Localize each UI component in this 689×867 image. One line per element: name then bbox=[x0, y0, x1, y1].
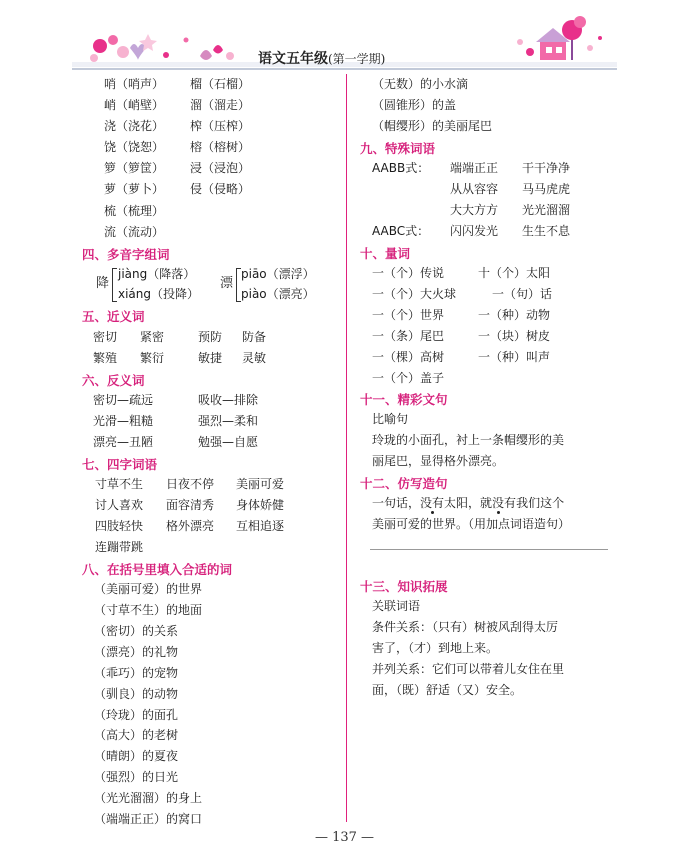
list-item: 连蹦带跳 bbox=[95, 540, 144, 554]
list-item: 一（个）世界 bbox=[372, 308, 445, 322]
paragraph-line: 玲珑的小面孔，衬上一条帽缨形的美 bbox=[372, 433, 565, 447]
list-item: 浸（浸泡） bbox=[190, 161, 251, 175]
house-tree-icon bbox=[517, 16, 602, 60]
list-item: （寸草不生）的地面 bbox=[94, 603, 203, 617]
paragraph-line: 丽尾巴，显得格外漂亮。 bbox=[372, 454, 505, 468]
paragraph-line: 条件关系：（只有）树被风刮得太厉 bbox=[372, 620, 559, 634]
list-item: 灵敏 bbox=[242, 351, 267, 365]
section-heading-7: 七、四字词语 bbox=[82, 457, 158, 472]
page-number: — 137 — bbox=[314, 830, 375, 845]
list-item: 大大方方 bbox=[450, 203, 499, 217]
list-item: 侵（侵略） bbox=[190, 182, 251, 196]
list-item: （高大）的老树 bbox=[94, 728, 179, 742]
list-item: 端端正正 bbox=[450, 161, 499, 175]
list-item: 日夜不停 bbox=[166, 477, 215, 491]
column-divider bbox=[346, 74, 347, 822]
list-item: AABB式： bbox=[372, 161, 430, 175]
page-header bbox=[0, 0, 689, 78]
list-item: 吸收—排除 bbox=[198, 393, 259, 407]
list-item: 预防 bbox=[198, 330, 223, 344]
list-item: 榨（压榨） bbox=[190, 119, 251, 133]
list-item: 繁殖 bbox=[93, 351, 118, 365]
list-item: 马马虎虎 bbox=[522, 182, 571, 196]
list-item: 一（个）盖子 bbox=[372, 371, 445, 385]
paragraph-line: 并列关系：它们可以带着儿女住在里 bbox=[372, 662, 565, 676]
list-item: 一（棵）高树 bbox=[372, 350, 445, 364]
list-item: 浇（浇花） bbox=[104, 119, 165, 133]
list-item: 饶（饶恕） bbox=[104, 140, 165, 154]
list-item: 光滑—粗糙 bbox=[93, 414, 154, 428]
section-heading-12: 十二、仿写造句 bbox=[360, 476, 448, 491]
book-title: 语文五年级(第一学期) bbox=[258, 51, 386, 67]
list-item: 一（种）动物 bbox=[478, 308, 551, 322]
list-item: 哨（哨声） bbox=[104, 77, 165, 91]
list-item: 光光溜溜 bbox=[522, 203, 571, 217]
list-item: 面容清秀 bbox=[166, 498, 215, 512]
list-item: 身体娇健 bbox=[236, 498, 285, 512]
list-item: 寸草不生 bbox=[95, 477, 144, 491]
list-item: 榕（榕树） bbox=[190, 140, 251, 154]
list-item: 梳（梳理） bbox=[104, 204, 165, 218]
list-item: 峭（峭壁） bbox=[104, 98, 165, 112]
list-item: （无数）的小水滴 bbox=[372, 77, 469, 91]
list-item: （乖巧）的宠物 bbox=[94, 666, 179, 680]
polyphone-reading: jiàng（降落） bbox=[118, 267, 196, 281]
section-heading-11: 十一、精彩文句 bbox=[360, 392, 448, 407]
section-heading-4: 四、多音字组词 bbox=[82, 247, 170, 262]
list-item: 十（个）太阳 bbox=[478, 266, 551, 280]
section-heading-9: 九、特殊词语 bbox=[360, 141, 436, 156]
paragraph-line: 美丽可爱的世界。（用加点词语造句） bbox=[372, 517, 571, 531]
list-item: （强烈）的日光 bbox=[94, 770, 179, 784]
list-item: 流（流动） bbox=[104, 225, 165, 239]
list-item: 美丽可爱 bbox=[236, 477, 285, 491]
list-item: 榴（石榴） bbox=[190, 77, 251, 91]
list-item: 闪闪发光 bbox=[450, 224, 499, 238]
list-item: （玲珑）的面孔 bbox=[94, 708, 179, 722]
answer-line bbox=[370, 549, 608, 550]
list-item: 生生不息 bbox=[522, 224, 571, 238]
list-item: 箩（箩筐） bbox=[104, 161, 165, 175]
list-item: （漂亮）的礼物 bbox=[94, 645, 179, 659]
list-item: 从从容容 bbox=[450, 182, 499, 196]
paragraph-line: 比喻句 bbox=[372, 412, 409, 426]
paragraph-line: 害了，（才）到地上来。 bbox=[372, 641, 499, 655]
polyphone-reading: xiáng（投降） bbox=[118, 287, 200, 301]
paragraph-line: 一句话，没有太阳，就没有我们这个 bbox=[372, 496, 565, 510]
list-item: 勉强—自愿 bbox=[198, 435, 259, 449]
list-item: 繁衍 bbox=[140, 351, 165, 365]
list-item: （美丽可爱）的世界 bbox=[94, 582, 203, 596]
list-item: 紧密 bbox=[140, 330, 165, 344]
flower-decoration-icon bbox=[90, 34, 234, 62]
list-item: 一（种）叫声 bbox=[478, 350, 551, 364]
list-item: 一（块）树皮 bbox=[478, 329, 551, 343]
polyphone-reading: piào（漂亮） bbox=[241, 287, 315, 301]
brace-icon bbox=[112, 268, 117, 302]
section-heading-6: 六、反义词 bbox=[82, 373, 145, 388]
list-item: 一（句）话 bbox=[492, 287, 553, 301]
list-item: 一（个）大火球 bbox=[372, 287, 457, 301]
header-rule bbox=[72, 68, 617, 70]
section-heading-8: 八、在括号里填入合适的词 bbox=[82, 562, 233, 577]
list-item: AABC式： bbox=[372, 224, 430, 238]
list-item: 一（个）传说 bbox=[372, 266, 445, 280]
list-item: 密切—疏远 bbox=[93, 393, 154, 407]
list-item: 四肢轻快 bbox=[95, 519, 144, 533]
section-heading-10: 十、量词 bbox=[360, 246, 411, 261]
list-item: （端端正正）的窝口 bbox=[94, 812, 203, 826]
polyphone-char: 降 bbox=[96, 276, 110, 291]
list-item: 强烈—柔和 bbox=[198, 414, 259, 428]
list-item: 防备 bbox=[242, 330, 267, 344]
list-item: 格外漂亮 bbox=[166, 519, 215, 533]
list-item: （帽缨形）的美丽尾巴 bbox=[372, 119, 493, 133]
polyphone-reading: piāo（漂浮） bbox=[241, 267, 315, 281]
paragraph-line: 面，（既）舒适（又）安全。 bbox=[372, 683, 523, 697]
list-item: （密切）的关系 bbox=[94, 624, 179, 638]
list-item: 密切 bbox=[93, 330, 118, 344]
list-item: 溜（溜走） bbox=[190, 98, 251, 112]
list-item: （晴朗）的夏夜 bbox=[94, 749, 179, 763]
list-item: 互相追逐 bbox=[236, 519, 285, 533]
list-item: （光光溜溜）的身上 bbox=[94, 791, 203, 805]
list-item: （驯良）的动物 bbox=[94, 687, 179, 701]
list-item: 讨人喜欢 bbox=[95, 498, 144, 512]
list-item: 一（条）尾巴 bbox=[372, 329, 445, 343]
section-heading-13: 十三、知识拓展 bbox=[360, 579, 448, 594]
list-item: 干干净净 bbox=[522, 161, 571, 175]
list-item: 敏捷 bbox=[198, 351, 223, 365]
list-item: 漂亮—丑陋 bbox=[93, 435, 154, 449]
list-item: 萝（萝卜） bbox=[104, 182, 165, 196]
paragraph-line: 关联词语 bbox=[372, 599, 421, 613]
section-heading-5: 五、近义词 bbox=[82, 309, 145, 324]
polyphone-char: 漂 bbox=[220, 276, 234, 291]
list-item: （圆锥形）的盖 bbox=[372, 98, 457, 112]
